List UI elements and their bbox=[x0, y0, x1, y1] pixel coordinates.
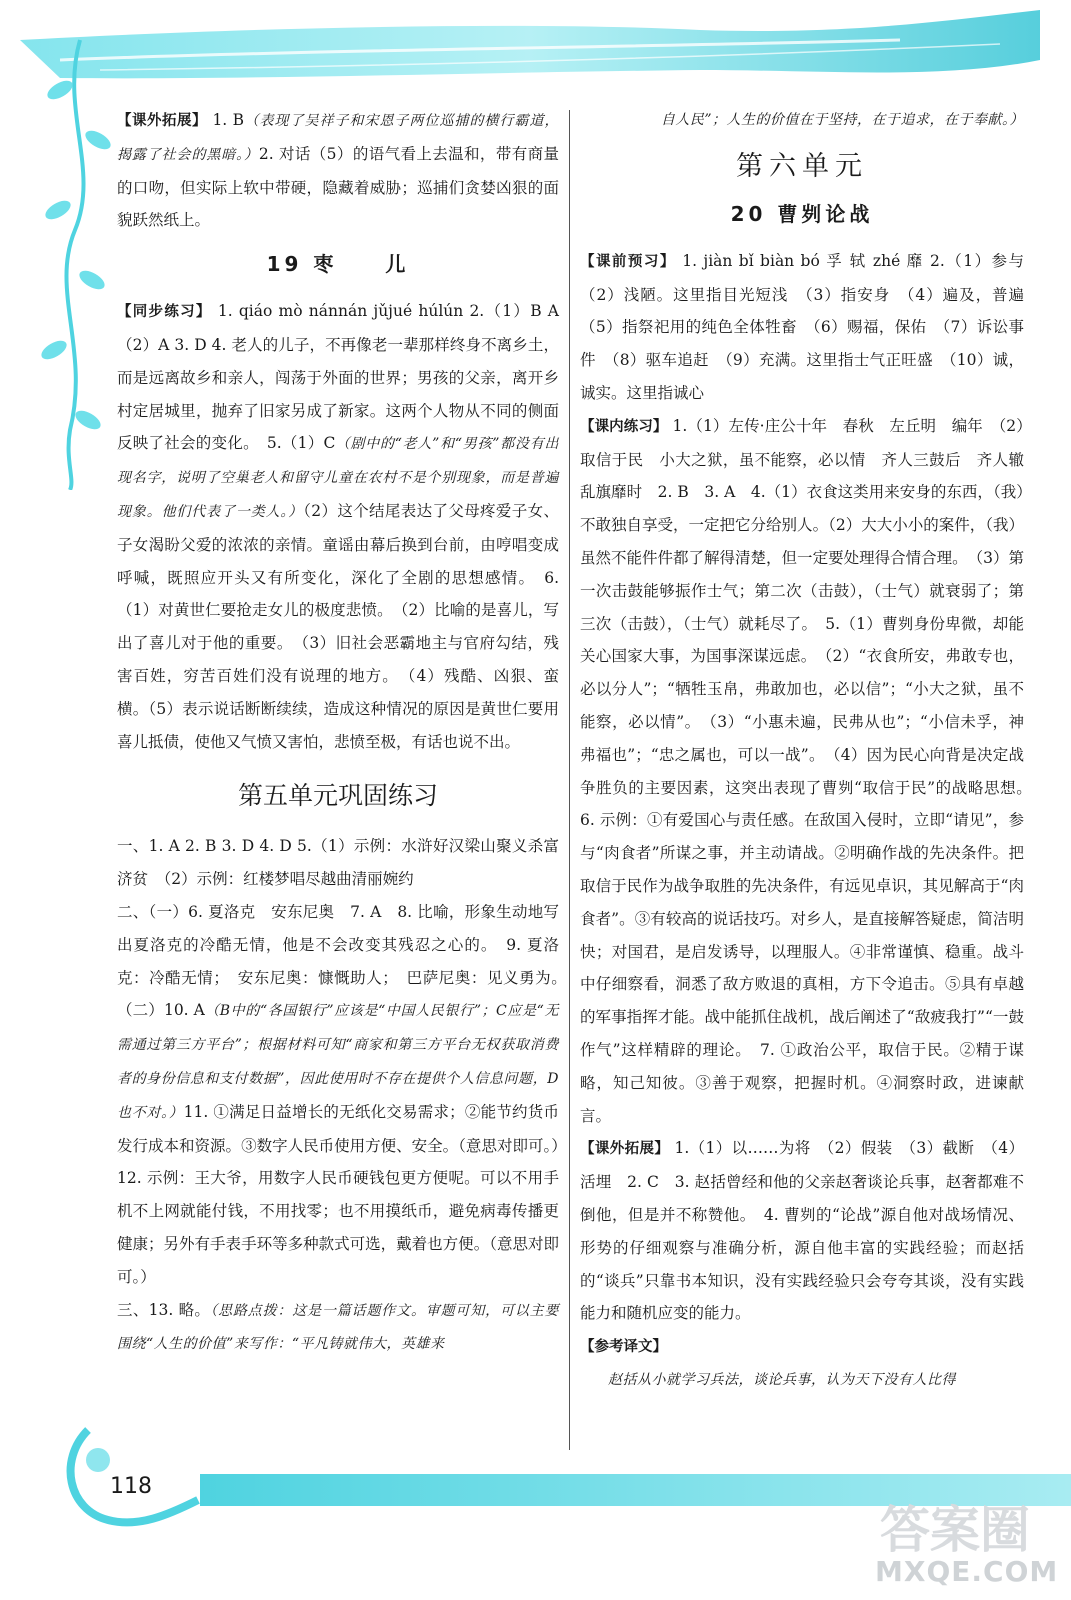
watermark-logo: 答案圈 bbox=[880, 1501, 1030, 1559]
section-label: 【同步练习】 bbox=[117, 304, 212, 321]
section-label: 【课前预习】 bbox=[580, 253, 676, 270]
vine-decoration bbox=[20, 30, 130, 490]
preview-paragraph: 【课前预习】 1. jiàn bǐ biàn bó 孚 轼 zhé 靡 2.（1）参与 （2）浅陋。这里指目光短浅 （3）指安身 （4）遍及，普遍 （5）指祭祀用的纯色全体牲畜 （6）赐福，保佑 （7）诉讼事件 （8）驱车追赶 （9）充满。这里指士气正旺盛 （10）诚，诚实。这里指诚心 bbox=[580, 251, 1040, 402]
lesson-20-title: 20 曹刿论战 bbox=[730, 201, 874, 226]
section-label: 【课内练习】 bbox=[580, 418, 668, 435]
review-section-2: 二、（一）6. 夏洛克 安东尼奥 7. A 8. 比喻，形象生动地写出夏洛克的冷酷无情，他是不会改变其残忍之心的。 9. 夏洛克：冷酷无情； 安东尼奥：慷慨助人； 巴萨尼奥：见义勇为。 （二）10. A（B中的“各国银行”应该是“中国人民银行”；C应是“无需通过第三方平台”；根据材料可知“商家和第三方平台无权获取消费者的身份信息和支付数据”，因此使用时不存在提供个人信息问题，D也不对。）11. ①满足日益增长的无纸化交易需求；②能节约货币发行成本和资源。③数字人民币使用方便、安全。（意思对即可。） 12. 示例：王大爷，用数字人民币硬钱包更方便呢。可以不用手机不上网就能付钱，不用找零；也不用摸纸币，避免病毒传播更健康；另外有手表手环等多种款式可选，戴着也方便。（意思对即可。） bbox=[117, 902, 575, 1286]
review-section-1: 一、1. A 2. B 3. D 4. D 5.（1）示例：水浒好汉梁山聚义杀富济贫 （2）示例：红楼梦唱尽越曲清丽婉约 bbox=[117, 837, 559, 889]
translation-text: 赵括从小就学习兵法，谈论兵事，认为天下没有人比得 bbox=[608, 1371, 956, 1388]
extension-paragraph-2: 【课外拓展】 1.（1）以……为将 （2）假装 （3）截断 （4）活埋 2. C 3. 赵括曾经和他的父亲赵奢谈论兵事，赵奢都难不倒他，但是并不称赞他。 4. 曹刿的“论战”源自他对战场情况、形势的仔细观察与准确分析，源自他丰富的实践经验；而赵括的“谈兵”只靠书本知识，没有实践经验只会夸夸其谈，没有实践能力和随机应变的能力。 bbox=[580, 1139, 1024, 1323]
extension-paragraph-1: 【课外拓展】 1. B（表现了吴祥子和宋恩子两位巡捕的横行霸道，揭露了社会的黑暗。）2. 对话（5）的语气看上去温和，带有商量的口吻，但实际上软中带硬，隐藏着威胁；巡捕们贪婪凶狠的面貌跃然纸上。 bbox=[117, 111, 560, 230]
section-label: 【课外拓展】 bbox=[117, 113, 207, 129]
review-section-3: 三、13. 略。（思路点拨：这是一篇话题作文。审题可知，可以主要围绕“人生的价值”来写作：“平凡铸就伟大，英雄来 bbox=[117, 1300, 560, 1353]
unit-6-title: 第六单元 bbox=[736, 150, 868, 182]
lesson-19-title: 19 枣 儿 bbox=[266, 252, 410, 277]
watermark-url: MXQE.COM bbox=[875, 1555, 1059, 1588]
page-number: 118 bbox=[110, 1474, 152, 1499]
unit-5-review-title: 第五单元巩固练习 bbox=[237, 781, 438, 811]
right-column bbox=[580, 104, 1040, 1397]
left-column bbox=[117, 104, 575, 1361]
inclass-paragraph: 【课内练习】 1.（1）左传·庄公十年 春秋 左丘明 编年 （2）取信于民 小大之狱，虽不能察，必以情 齐人三鼓后 齐人辙乱旗靡时 2. B 3. A 4.（1）衣食这类用来安身的东西，（我）不敢独自享受，一定把它分给别人。（2）大大小小的案件，（我）虽然不能件件都了解得清楚，但一定要处理得合情合理。 （3）第一次击鼓能够振作士气；第二次（击鼓），（士气）就衰弱了；第三次（击鼓），（士气）就耗尽了。 5.（1）曹刿身份卑微，却能关心国家大事，为国事深谋远虑。 （2）“衣食所安，弗敢专也，必以分人”；“牺牲玉帛，弗敢加也，必以信”；“小大之狱，虽不能察，必以情”。 （3）“小惠未遍，民弗从也”；“小信未孚，神弗福也”；“忠之属也，可以一战”。 （4）因为民心向背是决定战争胜负的主要因素，这突出表现了曹刿“取信于民”的战略思想。 6. 示例：①有爱国心与责任感。在敌国入侵时，立即“请见”，参与“肉食者”所谋之事，并主动请战。②明确作战的先决条件。把取信于民作为战争取胜的先决条件，有远见卓识，其见解高于“肉食者”。③有较高的说话技巧。对乡人，是直接解答疑虑，简洁明快；对国君，是启发诱导，以理服人。④非常谨慎、稳重。战斗中仔细察看，洞悉了敌方败退的真相，方下令追击。⑤具有卓越的军事指挥才能。战中能抓住战机，战后阐述了“敌疲我打”“一鼓作气”这样精辟的理论。 7. ①政治公平，取信于民。②精于谋略，知己知彼。③善于观察，把握时机。④洞察时政，进谏献言。 bbox=[580, 416, 1040, 1125]
carry-over-text: 自人民”；人生的价值在于坚持，在于追求，在于奉献。） bbox=[660, 112, 1024, 128]
translation-label: 【参考译文】 bbox=[580, 1339, 667, 1356]
section-label: 【课外拓展】 bbox=[580, 1141, 670, 1158]
practice-paragraph: 【同步练习】 1. qiáo mò nánnán jǔjué húlún 2.（1）B A （2）A 3. D 4. 老人的儿子，不再像老一辈那样终身不离乡土，而是远离故乡和亲人，闯荡于外面的世界；男孩的父亲，离开乡村定居城里，抛弃了旧家另成了新家。这两个人物从不同的侧面反映了社会的变化。 5.（1）C（剧中的“老人”和“男孩”都没有出现名字，说明了空巢老人和留守儿童在农村不是个别现象，而是普遍现象。他们代表了一类人。）（2）这个结尾表达了父母疼爱子女、子女渴盼父爱的浓浓的亲情。童谣由幕后换到台前，由哼唱变成呼喊，既照应开头又有所变化，深化了全剧的思想感情。 6.（1）对黄世仁要抢走女儿的极度悲愤。 （2）比喻的是喜儿，写出了喜儿对于他的重要。 （3）旧社会恶霸地主与官府勾结，残害百姓，穷苦百姓们没有说理的地方。 （4）残酷、凶狠、蛮横。（5）表示说话断断续续，造成这种情况的原因是黄世仁要用喜儿抵债，使他又气愤又害怕，悲愤至极，有话也说不出。 bbox=[117, 302, 575, 751]
